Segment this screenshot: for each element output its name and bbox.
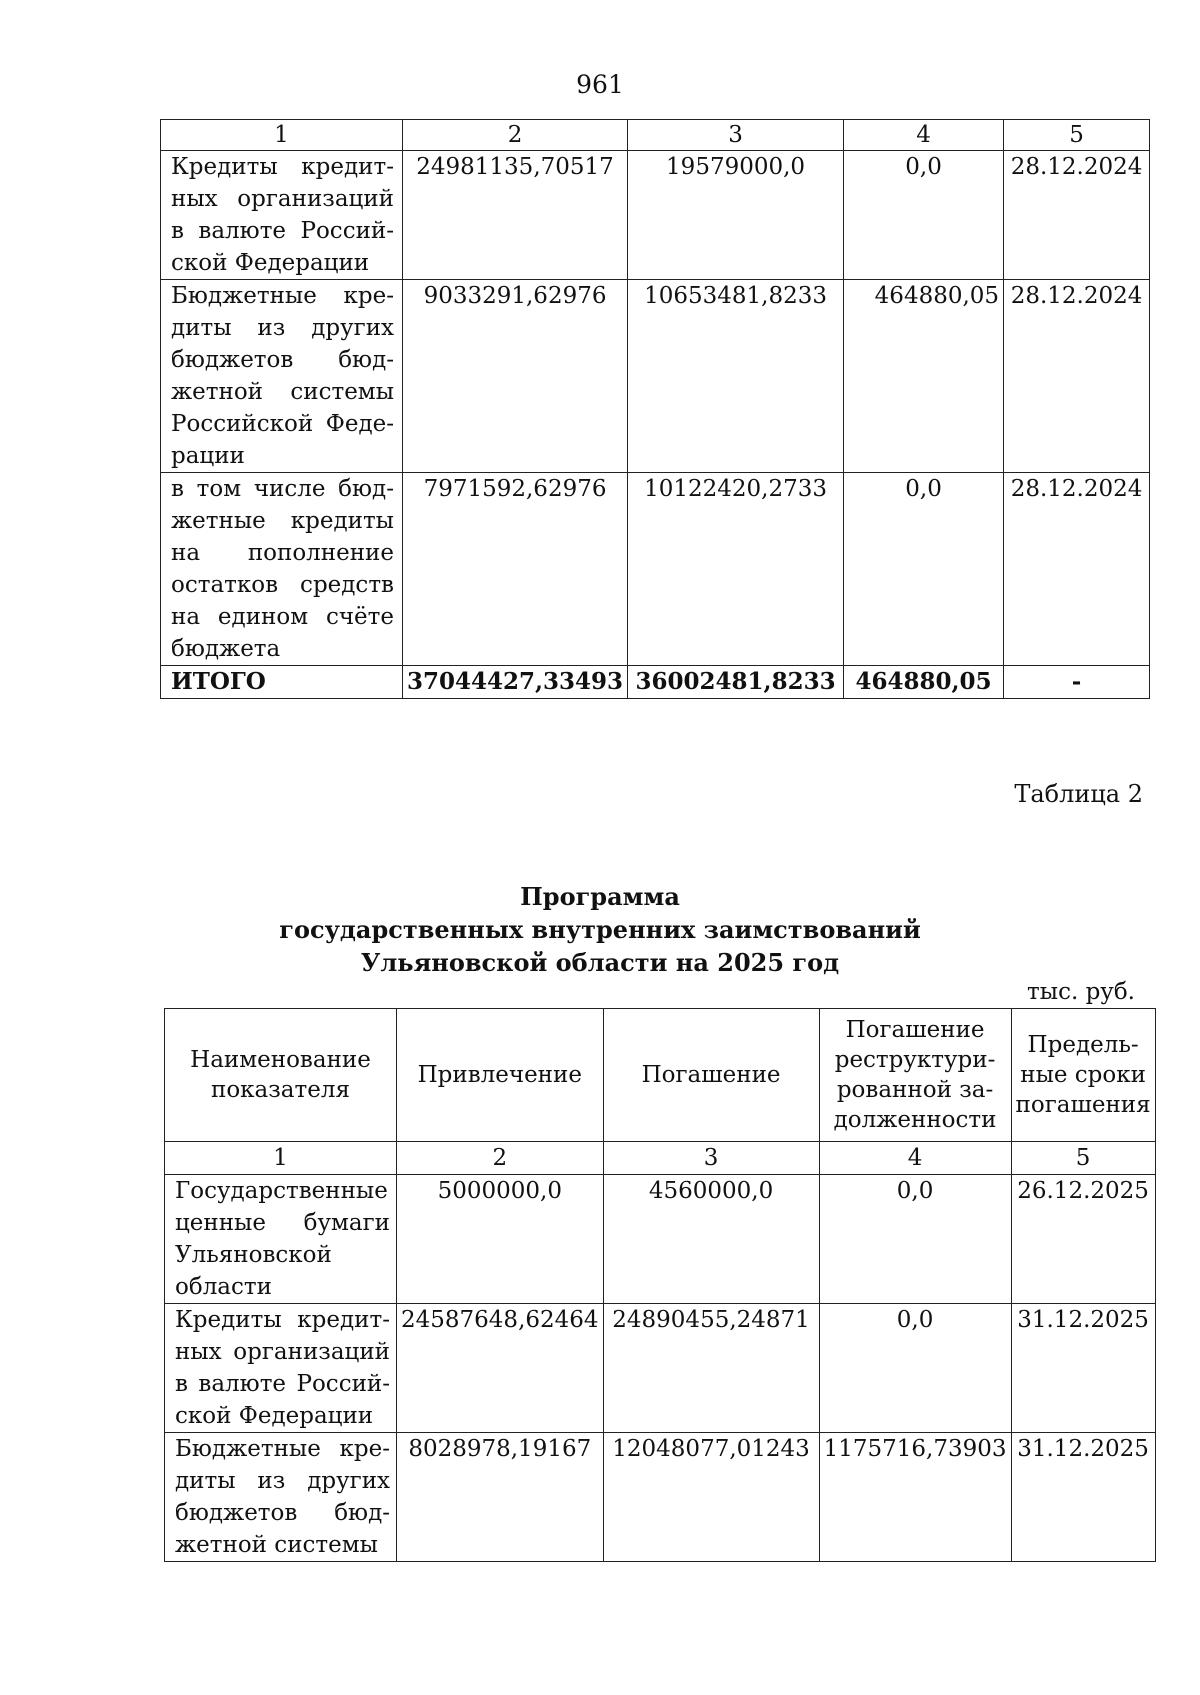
column-number: 4 <box>819 1142 1011 1175</box>
row-name: Государственные ценные бумаги Ульяновской области <box>165 1175 397 1304</box>
title-line: Программа <box>520 882 680 911</box>
repayment-value: 10122420,2733 <box>628 473 844 666</box>
column-number-row <box>165 1142 1156 1175</box>
repayment-value: 4560000,0 <box>603 1175 819 1304</box>
attraction-value: 7971592,62976 <box>403 473 628 666</box>
repayment-value: 10653481,8233 <box>628 280 844 473</box>
restructured-repayment-value: 0,0 <box>844 151 1004 280</box>
column-number: 2 <box>403 120 628 151</box>
header-repayment: Погашение <box>603 1009 819 1142</box>
row-name: Кредиты кредит-ных организаций в валюте Россий-ской Федерации <box>161 151 403 280</box>
title-line: государственных внутренних заимствований <box>279 915 921 944</box>
restructured-repayment-value: 0,0 <box>819 1175 1011 1304</box>
total-label: ИТОГО <box>161 666 403 699</box>
row-name: в том числе бюд-жетные кредиты на пополнение остатков средств на едином счёте бюджета <box>161 473 403 666</box>
units-label: тыс. руб. <box>1027 979 1135 1005</box>
total-row <box>161 666 1150 699</box>
attraction-value: 5000000,0 <box>397 1175 604 1304</box>
borrowings-table-2024-continued <box>160 119 1150 699</box>
restructured-repayment-value: 0,0 <box>844 473 1004 666</box>
header-restructured-repayment: Погашение реструктури-рованной за-долженности <box>819 1009 1011 1142</box>
attraction-value: 24981135,70517 <box>403 151 628 280</box>
total-deadline: - <box>1004 666 1150 699</box>
repayment-value: 24890455,24871 <box>603 1304 819 1433</box>
column-number-row <box>161 120 1150 151</box>
total-repayment: 36002481,8233 <box>628 666 844 699</box>
attraction-value: 9033291,62976 <box>403 280 628 473</box>
deadline-value: 28.12.2024 <box>1004 473 1150 666</box>
title-line: Ульяновской области на 2025 год <box>360 948 840 977</box>
page-number: 961 <box>576 70 624 99</box>
attraction-value: 8028978,19167 <box>397 1433 604 1562</box>
column-number: 5 <box>1011 1142 1155 1175</box>
table-row <box>161 473 1150 666</box>
column-number: 4 <box>844 120 1004 151</box>
column-number: 2 <box>397 1142 604 1175</box>
deadline-value: 31.12.2025 <box>1011 1433 1155 1562</box>
borrowings-table-2025 <box>164 1008 1156 1562</box>
attraction-value: 24587648,62464 <box>397 1304 604 1433</box>
row-name: Кредиты кредит-ных организаций в валюте Россий-ской Федерации <box>165 1304 397 1433</box>
total-restructured-repayment: 464880,05 <box>844 666 1004 699</box>
deadline-value: 28.12.2024 <box>1004 151 1150 280</box>
program-title <box>0 880 1200 979</box>
header-indicator-name: Наименование показателя <box>165 1009 397 1142</box>
header-attraction: Привлечение <box>397 1009 604 1142</box>
table-row <box>165 1175 1156 1304</box>
header-row <box>165 1009 1156 1142</box>
column-number: 1 <box>161 120 403 151</box>
restructured-repayment-value: 0,0 <box>819 1304 1011 1433</box>
deadline-value: 26.12.2025 <box>1011 1175 1155 1304</box>
header-deadline: Предель-ные сроки погашения <box>1011 1009 1155 1142</box>
table-row <box>165 1304 1156 1433</box>
deadline-value: 28.12.2024 <box>1004 280 1150 473</box>
table-row <box>165 1433 1156 1562</box>
column-number: 1 <box>165 1142 397 1175</box>
restructured-repayment-value: 1175716,73903 <box>819 1433 1011 1562</box>
column-number: 3 <box>603 1142 819 1175</box>
restructured-repayment-value: 464880,05 <box>844 280 1004 473</box>
deadline-value: 31.12.2025 <box>1011 1304 1155 1433</box>
table-row <box>161 151 1150 280</box>
table-label: Таблица 2 <box>1014 780 1143 808</box>
row-name: Бюджетные кре-диты из других бюджетов бюд-жетной системы <box>165 1433 397 1562</box>
column-number: 3 <box>628 120 844 151</box>
column-number: 5 <box>1004 120 1150 151</box>
repayment-value: 12048077,01243 <box>603 1433 819 1562</box>
row-name: Бюджетные кре-диты из других бюджетов бюд-жетной системы Российской Феде-рации <box>161 280 403 473</box>
table-row <box>161 280 1150 473</box>
total-attraction: 37044427,33493 <box>403 666 628 699</box>
repayment-value: 19579000,0 <box>628 151 844 280</box>
